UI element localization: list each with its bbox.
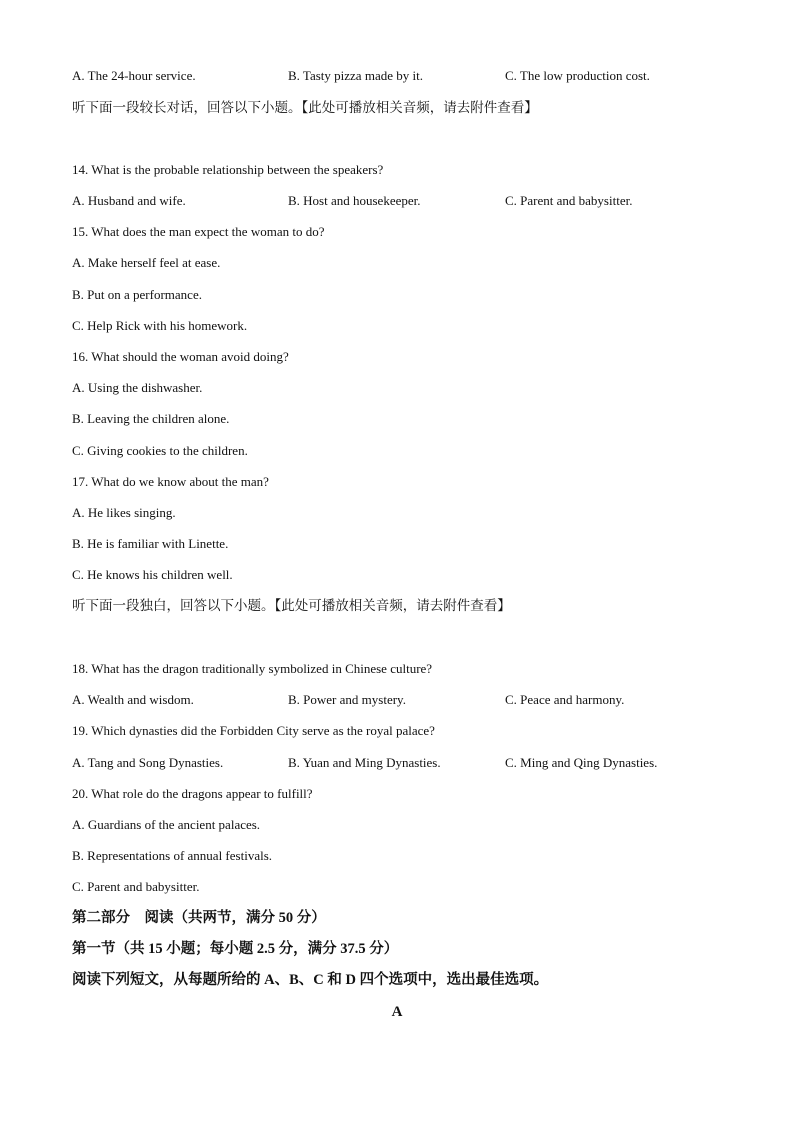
listening-instruction-monologue: 听下面一段独白，回答以下小题。【此处可播放相关音频，请去附件查看】 — [72, 598, 511, 613]
q20-option-a: A. Guardians of the ancient palaces. — [72, 817, 261, 832]
q14-question: 14. What is the probable relationship between the speakers? — [72, 162, 384, 177]
q18-option-c: C. Peace and harmony. — [505, 692, 625, 707]
q15-option-c: C. Help Rick with his homework. — [72, 318, 248, 333]
q20-option-c: C. Parent and babysitter. — [72, 879, 200, 894]
q15-option-a: A. Make herself feel at ease. — [72, 255, 221, 270]
q19-option-a: A. Tang and Song Dynasties. — [72, 755, 224, 770]
q18-option-a: A. Wealth and wisdom. — [72, 692, 194, 707]
q16-question: 16. What should the woman avoid doing? — [72, 349, 289, 364]
passage-label: A — [391, 1004, 403, 1020]
q18-question: 18. What has the dragon traditionally symbolized in Chinese culture? — [72, 661, 433, 676]
q17-option-b: B. He is familiar with Linette. — [72, 536, 229, 551]
listening-instruction-long-dialog: 听下面一段较长对话，回答以下小题。【此处可播放相关音频，请去附件查看】 — [72, 100, 538, 115]
q14-option-c: C. Parent and babysitter. — [505, 193, 633, 208]
section1-heading: 第一节（共 15 小题；每小题 2.5 分，满分 37.5 分） — [72, 941, 399, 957]
q13-option-a: A. The 24-hour service. — [72, 68, 196, 83]
q14-option-a: A. Husband and wife. — [72, 193, 186, 208]
reading-instruction: 阅读下列短文，从每题所给的 A、B、C 和 D 四个选项中，选出最佳选项。 — [72, 972, 549, 988]
q16-option-b: B. Leaving the children alone. — [72, 411, 230, 426]
q16-option-c: C. Giving cookies to the children. — [72, 443, 248, 458]
q13-option-c: C. The low production cost. — [505, 68, 650, 83]
q13-option-b: B. Tasty pizza made by it. — [288, 68, 423, 83]
q18-option-b: B. Power and mystery. — [288, 692, 406, 707]
q20-option-b: B. Representations of annual festivals. — [72, 848, 273, 863]
q19-option-b: B. Yuan and Ming Dynasties. — [288, 755, 441, 770]
part2-heading: 第二部分 阅读（共两节，满分 50 分） — [72, 910, 326, 926]
q17-option-c: C. He knows his children well. — [72, 567, 233, 582]
q17-question: 17. What do we know about the man? — [72, 474, 269, 489]
q17-option-a: A. He likes singing. — [72, 505, 176, 520]
q19-question: 19. Which dynasties did the Forbidden City serve as the royal palace? — [72, 723, 435, 738]
q15-option-b: B. Put on a performance. — [72, 287, 202, 302]
q19-option-c: C. Ming and Qing Dynasties. — [505, 755, 658, 770]
q14-option-b: B. Host and housekeeper. — [288, 193, 421, 208]
q15-question: 15. What does the man expect the woman to do? — [72, 224, 325, 239]
q20-question: 20. What role do the dragons appear to fulfill? — [72, 786, 313, 801]
q16-option-a: A. Using the dishwasher. — [72, 380, 203, 395]
